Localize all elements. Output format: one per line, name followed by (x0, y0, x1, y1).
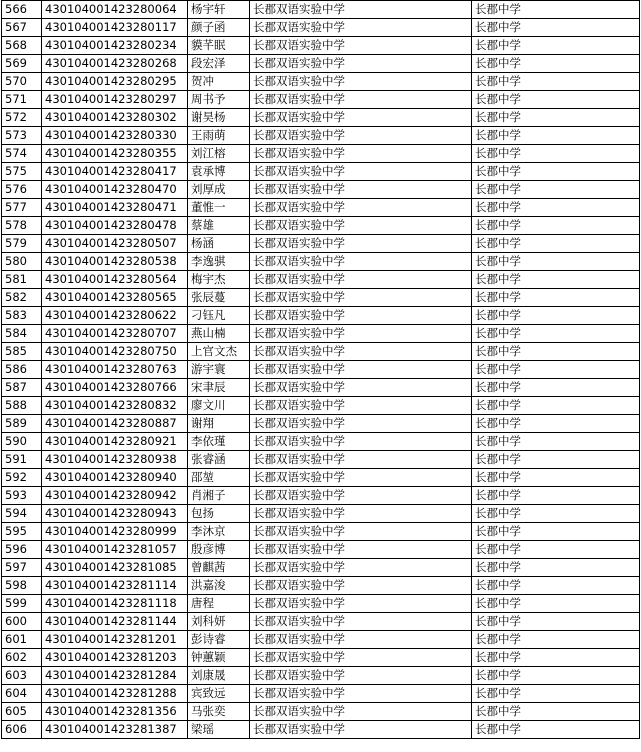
admitted-school-cell: 长郡中学 (472, 289, 640, 307)
admitted-school-cell: 长郡中学 (472, 559, 640, 577)
row-number-cell: 603 (2, 667, 42, 685)
student-name-cell: 梅宇杰 (188, 271, 250, 289)
row-number-cell: 598 (2, 577, 42, 595)
origin-school-cell: 长郡双语实验中学 (250, 361, 472, 379)
row-number-cell: 578 (2, 217, 42, 235)
admitted-school-cell: 长郡中学 (472, 541, 640, 559)
admitted-school-cell: 长郡中学 (472, 577, 640, 595)
student-name-cell: 蔡雄 (188, 217, 250, 235)
student-id-cell: 430104001423280940 (42, 469, 188, 487)
table-row (2, 145, 640, 163)
row-number-cell: 590 (2, 433, 42, 451)
student-name-cell: 钟蕙颖 (188, 649, 250, 667)
student-name-cell: 刘康晟 (188, 667, 250, 685)
admitted-school-cell: 长郡中学 (472, 19, 640, 37)
origin-school-cell: 长郡双语实验中学 (250, 703, 472, 721)
table-row (2, 19, 640, 37)
student-name-cell: 刘科妍 (188, 613, 250, 631)
student-id-cell: 430104001423280766 (42, 379, 188, 397)
table-row (2, 577, 640, 595)
row-number-cell: 593 (2, 487, 42, 505)
student-id-cell: 430104001423280295 (42, 73, 188, 91)
table-row (2, 271, 640, 289)
student-id-cell: 430104001423280707 (42, 325, 188, 343)
student-id-cell: 430104001423280942 (42, 487, 188, 505)
origin-school-cell: 长郡双语实验中学 (250, 343, 472, 361)
table-row (2, 631, 640, 649)
origin-school-cell: 长郡双语实验中学 (250, 667, 472, 685)
table-row (2, 469, 640, 487)
origin-school-cell: 长郡双语实验中学 (250, 433, 472, 451)
row-number-cell: 587 (2, 379, 42, 397)
table-row (2, 505, 640, 523)
row-number-cell: 586 (2, 361, 42, 379)
row-number-cell: 595 (2, 523, 42, 541)
admitted-school-cell: 长郡中学 (472, 271, 640, 289)
origin-school-cell: 长郡双语实验中学 (250, 577, 472, 595)
student-name-cell: 张辰蔓 (188, 289, 250, 307)
table-row (2, 307, 640, 325)
student-id-cell: 430104001423281201 (42, 631, 188, 649)
origin-school-cell: 长郡双语实验中学 (250, 199, 472, 217)
table-row (2, 649, 640, 667)
student-id-cell: 430104001423280999 (42, 523, 188, 541)
student-name-cell: 马张奕 (188, 703, 250, 721)
student-id-cell: 430104001423280538 (42, 253, 188, 271)
table-row (2, 721, 640, 739)
admitted-school-cell: 长郡中学 (472, 55, 640, 73)
student-id-cell: 430104001423280234 (42, 37, 188, 55)
admitted-school-cell: 长郡中学 (472, 199, 640, 217)
table-row (2, 163, 640, 181)
table-body (2, 1, 640, 739)
student-name-cell: 周书予 (188, 91, 250, 109)
origin-school-cell: 长郡双语实验中学 (250, 127, 472, 145)
table-row (2, 613, 640, 631)
row-number-cell: 605 (2, 703, 42, 721)
origin-school-cell: 长郡双语实验中学 (250, 685, 472, 703)
student-name-cell: 谢翔 (188, 415, 250, 433)
origin-school-cell: 长郡双语实验中学 (250, 19, 472, 37)
origin-school-cell: 长郡双语实验中学 (250, 253, 472, 271)
origin-school-cell: 长郡双语实验中学 (250, 559, 472, 577)
student-name-cell: 燕山楠 (188, 325, 250, 343)
student-name-cell: 邵堃 (188, 469, 250, 487)
student-name-cell: 刘厚成 (188, 181, 250, 199)
student-name-cell: 洪嘉浚 (188, 577, 250, 595)
student-name-cell: 王雨萌 (188, 127, 250, 145)
origin-school-cell: 长郡双语实验中学 (250, 613, 472, 631)
student-name-cell: 董惟一 (188, 199, 250, 217)
student-id-cell: 430104001423280064 (42, 1, 188, 19)
origin-school-cell: 长郡双语实验中学 (250, 163, 472, 181)
origin-school-cell: 长郡双语实验中学 (250, 595, 472, 613)
row-number-cell: 571 (2, 91, 42, 109)
student-name-cell: 游宇寰 (188, 361, 250, 379)
row-number-cell: 599 (2, 595, 42, 613)
student-id-cell: 430104001423281356 (42, 703, 188, 721)
admitted-school-cell: 长郡中学 (472, 595, 640, 613)
student-name-cell: 谢昊杨 (188, 109, 250, 127)
row-number-cell: 576 (2, 181, 42, 199)
table-row (2, 703, 640, 721)
row-number-cell: 585 (2, 343, 42, 361)
row-number-cell: 591 (2, 451, 42, 469)
row-number-cell: 580 (2, 253, 42, 271)
student-id-cell: 430104001423281057 (42, 541, 188, 559)
origin-school-cell: 长郡双语实验中学 (250, 235, 472, 253)
student-id-cell: 430104001423280470 (42, 181, 188, 199)
student-name-cell: 李依瑾 (188, 433, 250, 451)
student-name-cell: 唐程 (188, 595, 250, 613)
row-number-cell: 601 (2, 631, 42, 649)
admitted-school-cell: 长郡中学 (472, 37, 640, 55)
origin-school-cell: 长郡双语实验中学 (250, 379, 472, 397)
row-number-cell: 574 (2, 145, 42, 163)
student-id-cell: 430104001423281288 (42, 685, 188, 703)
row-number-cell: 566 (2, 1, 42, 19)
admitted-school-cell: 长郡中学 (472, 487, 640, 505)
table-row (2, 235, 640, 253)
origin-school-cell: 长郡双语实验中学 (250, 181, 472, 199)
row-number-cell: 577 (2, 199, 42, 217)
admitted-school-cell: 长郡中学 (472, 235, 640, 253)
admitted-school-cell: 长郡中学 (472, 163, 640, 181)
admitted-school-cell: 长郡中学 (472, 649, 640, 667)
table-row (2, 451, 640, 469)
admitted-school-cell: 长郡中学 (472, 181, 640, 199)
student-name-cell: 刁钰凡 (188, 307, 250, 325)
table-row (2, 523, 640, 541)
student-name-cell: 袁承博 (188, 163, 250, 181)
origin-school-cell: 长郡双语实验中学 (250, 289, 472, 307)
admitted-school-cell: 长郡中学 (472, 91, 640, 109)
admitted-school-cell: 长郡中学 (472, 703, 640, 721)
admitted-school-cell: 长郡中学 (472, 631, 640, 649)
student-id-cell: 430104001423280622 (42, 307, 188, 325)
origin-school-cell: 长郡双语实验中学 (250, 631, 472, 649)
row-number-cell: 583 (2, 307, 42, 325)
student-id-cell: 430104001423280507 (42, 235, 188, 253)
admitted-school-cell: 长郡中学 (472, 721, 640, 739)
admitted-school-cell: 长郡中学 (472, 469, 640, 487)
student-name-cell: 上官文杰 (188, 343, 250, 361)
student-id-cell: 430104001423280564 (42, 271, 188, 289)
admitted-school-cell: 长郡中学 (472, 325, 640, 343)
table-row (2, 595, 640, 613)
student-name-cell: 宋聿辰 (188, 379, 250, 397)
origin-school-cell: 长郡双语实验中学 (250, 451, 472, 469)
origin-school-cell: 长郡双语实验中学 (250, 217, 472, 235)
origin-school-cell: 长郡双语实验中学 (250, 415, 472, 433)
row-number-cell: 597 (2, 559, 42, 577)
student-id-cell: 430104001423280117 (42, 19, 188, 37)
table-row (2, 541, 640, 559)
origin-school-cell: 长郡双语实验中学 (250, 649, 472, 667)
student-id-cell: 430104001423280921 (42, 433, 188, 451)
row-number-cell: 569 (2, 55, 42, 73)
student-id-cell: 430104001423280565 (42, 289, 188, 307)
student-id-cell: 430104001423281085 (42, 559, 188, 577)
origin-school-cell: 长郡双语实验中学 (250, 307, 472, 325)
student-id-cell: 430104001423280330 (42, 127, 188, 145)
origin-school-cell: 长郡双语实验中学 (250, 523, 472, 541)
table-row (2, 325, 640, 343)
student-id-cell: 430104001423280355 (42, 145, 188, 163)
origin-school-cell: 长郡双语实验中学 (250, 271, 472, 289)
row-number-cell: 568 (2, 37, 42, 55)
admitted-school-cell: 长郡中学 (472, 73, 640, 91)
row-number-cell: 594 (2, 505, 42, 523)
row-number-cell: 570 (2, 73, 42, 91)
table-row (2, 559, 640, 577)
table-row (2, 415, 640, 433)
student-name-cell: 殷彦博 (188, 541, 250, 559)
table-row (2, 685, 640, 703)
student-name-cell: 李沐京 (188, 523, 250, 541)
student-name-cell: 梁瑶 (188, 721, 250, 739)
admitted-school-cell: 长郡中学 (472, 667, 640, 685)
origin-school-cell: 长郡双语实验中学 (250, 397, 472, 415)
student-name-cell: 杨涵 (188, 235, 250, 253)
admitted-school-cell: 长郡中学 (472, 361, 640, 379)
student-id-cell: 430104001423280938 (42, 451, 188, 469)
origin-school-cell: 长郡双语实验中学 (250, 109, 472, 127)
student-id-cell: 430104001423280268 (42, 55, 188, 73)
student-name-cell: 李逸骐 (188, 253, 250, 271)
row-number-cell: 575 (2, 163, 42, 181)
student-name-cell: 张睿涵 (188, 451, 250, 469)
origin-school-cell: 长郡双语实验中学 (250, 37, 472, 55)
origin-school-cell: 长郡双语实验中学 (250, 325, 472, 343)
row-number-cell: 579 (2, 235, 42, 253)
student-id-cell: 430104001423280832 (42, 397, 188, 415)
admitted-school-cell: 长郡中学 (472, 127, 640, 145)
row-number-cell: 602 (2, 649, 42, 667)
admitted-school-cell: 长郡中学 (472, 433, 640, 451)
row-number-cell: 582 (2, 289, 42, 307)
admitted-school-cell: 长郡中学 (472, 217, 640, 235)
table-row (2, 127, 640, 145)
table-row (2, 91, 640, 109)
student-id-cell: 430104001423280471 (42, 199, 188, 217)
student-name-cell: 曾麒茜 (188, 559, 250, 577)
row-number-cell: 584 (2, 325, 42, 343)
student-name-cell: 廖文川 (188, 397, 250, 415)
admitted-school-cell: 长郡中学 (472, 613, 640, 631)
table-row (2, 253, 640, 271)
student-name-cell: 段宏泽 (188, 55, 250, 73)
student-id-cell: 430104001423280478 (42, 217, 188, 235)
origin-school-cell: 长郡双语实验中学 (250, 145, 472, 163)
table-row (2, 1, 640, 19)
table-row (2, 73, 640, 91)
student-id-cell: 430104001423281203 (42, 649, 188, 667)
student-id-cell: 430104001423280763 (42, 361, 188, 379)
row-number-cell: 596 (2, 541, 42, 559)
admitted-school-cell: 长郡中学 (472, 1, 640, 19)
row-number-cell: 606 (2, 721, 42, 739)
student-name-cell: 杨宇轩 (188, 1, 250, 19)
table-row (2, 667, 640, 685)
student-name-cell: 彭诗睿 (188, 631, 250, 649)
admitted-school-cell: 长郡中学 (472, 451, 640, 469)
row-number-cell: 604 (2, 685, 42, 703)
student-id-cell: 430104001423280750 (42, 343, 188, 361)
student-name-cell: 颜子函 (188, 19, 250, 37)
table-row (2, 433, 640, 451)
row-number-cell: 588 (2, 397, 42, 415)
admission-list-table (1, 0, 640, 739)
origin-school-cell: 长郡双语实验中学 (250, 469, 472, 487)
origin-school-cell: 长郡双语实验中学 (250, 1, 472, 19)
admitted-school-cell: 长郡中学 (472, 505, 640, 523)
student-id-cell: 430104001423281118 (42, 595, 188, 613)
admitted-school-cell: 长郡中学 (472, 307, 640, 325)
admitted-school-cell: 长郡中学 (472, 253, 640, 271)
row-number-cell: 567 (2, 19, 42, 37)
table-row (2, 289, 640, 307)
student-id-cell: 430104001423280887 (42, 415, 188, 433)
origin-school-cell: 长郡双语实验中学 (250, 541, 472, 559)
admitted-school-cell: 长郡中学 (472, 397, 640, 415)
student-id-cell: 430104001423280297 (42, 91, 188, 109)
table-row (2, 379, 640, 397)
row-number-cell: 581 (2, 271, 42, 289)
student-id-cell: 430104001423281284 (42, 667, 188, 685)
student-name-cell: 貘芊眠 (188, 37, 250, 55)
table-row (2, 343, 640, 361)
row-number-cell: 600 (2, 613, 42, 631)
origin-school-cell: 长郡双语实验中学 (250, 55, 472, 73)
student-id-cell: 430104001423280417 (42, 163, 188, 181)
admitted-school-cell: 长郡中学 (472, 109, 640, 127)
row-number-cell: 573 (2, 127, 42, 145)
admitted-school-cell: 长郡中学 (472, 415, 640, 433)
student-id-cell: 430104001423281114 (42, 577, 188, 595)
origin-school-cell: 长郡双语实验中学 (250, 487, 472, 505)
admitted-school-cell: 长郡中学 (472, 685, 640, 703)
origin-school-cell: 长郡双语实验中学 (250, 505, 472, 523)
admitted-school-cell: 长郡中学 (472, 523, 640, 541)
student-id-cell: 430104001423280943 (42, 505, 188, 523)
table-row (2, 199, 640, 217)
table-row (2, 37, 640, 55)
admitted-school-cell: 长郡中学 (472, 343, 640, 361)
table-row (2, 55, 640, 73)
student-name-cell: 宾致远 (188, 685, 250, 703)
origin-school-cell: 长郡双语实验中学 (250, 721, 472, 739)
origin-school-cell: 长郡双语实验中学 (250, 91, 472, 109)
admitted-school-cell: 长郡中学 (472, 145, 640, 163)
table-row (2, 109, 640, 127)
student-id-cell: 430104001423281387 (42, 721, 188, 739)
admitted-school-cell: 长郡中学 (472, 379, 640, 397)
student-id-cell: 430104001423280302 (42, 109, 188, 127)
table-row (2, 361, 640, 379)
table-row (2, 397, 640, 415)
student-name-cell: 肖湘子 (188, 487, 250, 505)
student-name-cell: 贺冲 (188, 73, 250, 91)
row-number-cell: 589 (2, 415, 42, 433)
student-name-cell: 刘江榕 (188, 145, 250, 163)
table-row (2, 487, 640, 505)
table-row (2, 181, 640, 199)
row-number-cell: 592 (2, 469, 42, 487)
table-row (2, 217, 640, 235)
student-name-cell: 包扬 (188, 505, 250, 523)
origin-school-cell: 长郡双语实验中学 (250, 73, 472, 91)
row-number-cell: 572 (2, 109, 42, 127)
student-id-cell: 430104001423281144 (42, 613, 188, 631)
